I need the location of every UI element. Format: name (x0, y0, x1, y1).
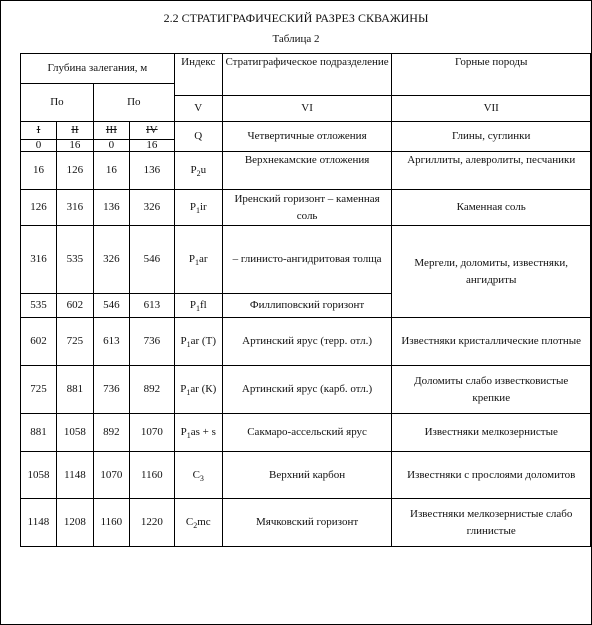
table-row (21, 318, 591, 366)
roman-3: III (93, 122, 129, 140)
roman-6: VI (222, 96, 392, 122)
start-depth-d: 16 (129, 140, 174, 152)
depth-cell: 613 (129, 294, 174, 318)
depth-cell: 316 (56, 190, 93, 226)
division-cell: Артинский ярус (терр. отл.) (222, 318, 392, 366)
depth-cell: 736 (129, 318, 174, 366)
depth-cell: 613 (93, 318, 129, 366)
row-0-index: Q (174, 122, 222, 152)
division-cell: Сакмаро-ассельский ярус (222, 414, 392, 452)
index-cell: $P_1as + s$ (174, 414, 222, 452)
rocks-cell: Известняки с прослоями доломитов (392, 452, 591, 499)
table-row (21, 366, 591, 414)
depth-cell: 136 (129, 152, 174, 190)
rocks-cell: Каменная соль (392, 190, 591, 226)
document-title: 2.2 СТРАТИГРАФИЧЕСКИЙ РАЗРЕЗ СКВАЖИНЫ (163, 11, 429, 25)
depth-cell: 1058 (21, 452, 57, 499)
index-cell: $P_1ar$ (174, 226, 222, 294)
index-cell: $P_1fl$ (174, 294, 222, 318)
rocks-cell: Известняки мелкозернистые слабо глинистые (392, 499, 591, 547)
depth-cell: 326 (129, 190, 174, 226)
depth-cell: 1070 (129, 414, 174, 452)
depth-cell: 1058 (56, 414, 93, 452)
rocks-header: Горные породы (392, 54, 591, 96)
depth-cell: 546 (93, 294, 129, 318)
depth-cell: 1160 (93, 499, 129, 547)
depth-cell: 892 (129, 366, 174, 414)
index-cell: $P_1ar$ (Т) (174, 318, 222, 366)
roman-2: II (56, 122, 93, 140)
depth-cell: 1208 (56, 499, 93, 547)
depth-cell: 881 (56, 366, 93, 414)
division-cell: – глинисто-ангидритовая толща (222, 226, 392, 294)
index-cell: $P_1ir$ (174, 190, 222, 226)
from-header-right: По (93, 84, 174, 122)
depth-cell: 1070 (93, 452, 129, 499)
index-cell: $P_1ar$ (К) (174, 366, 222, 414)
rocks-cell: Мергели, доломиты, известняки, ангидриты (392, 226, 591, 318)
division-cell: Верхнекамские отложения (222, 152, 392, 190)
depth-cell: 1148 (56, 452, 93, 499)
table-row (21, 452, 591, 499)
depth-cell: 535 (56, 226, 93, 294)
division-header: Стратиграфическое подразделение (222, 54, 392, 96)
division-cell: Иренский горизонт – каменная соль (222, 190, 392, 226)
depth-cell: 126 (21, 190, 57, 226)
depth-cell: 16 (21, 152, 57, 190)
index-cell: $P_2u$ (174, 152, 222, 190)
depth-cell: 126 (56, 152, 93, 190)
from-header-left: По (21, 84, 94, 122)
depth-cell: 725 (21, 366, 57, 414)
roman-7: VII (392, 96, 591, 122)
roman-1: I (21, 122, 57, 140)
depth-cell: 1160 (129, 452, 174, 499)
division-cell: Филлиповский горизонт (222, 294, 392, 318)
rocks-cell: Аргиллиты, алевролиты, песчаники (392, 152, 591, 190)
rocks-cell: Известняки мелкозернистые (392, 414, 591, 452)
table-row (21, 499, 591, 547)
index-header: Индекс (174, 54, 222, 96)
stratigraphy-table (20, 53, 591, 547)
rocks-cell: Доломиты слабо известковистые крепкие (392, 366, 591, 414)
start-depth-b: 16 (56, 140, 93, 152)
roman-4: IV (129, 122, 174, 140)
depth-cell: 892 (93, 414, 129, 452)
depth-cell: 316 (21, 226, 57, 294)
depth-cell: 881 (21, 414, 57, 452)
division-cell: Артинский ярус (карб. отл.) (222, 366, 392, 414)
depth-cell: 602 (56, 294, 93, 318)
depth-cell: 1148 (21, 499, 57, 547)
depth-cell: 16 (93, 152, 129, 190)
depth-cell: 136 (93, 190, 129, 226)
depth-cell: 725 (56, 318, 93, 366)
rocks-cell: Известняки кристаллические плотные (392, 318, 591, 366)
depth-cell: 736 (93, 366, 129, 414)
depth-cell: 546 (129, 226, 174, 294)
table-caption: Таблица 2 (272, 33, 320, 45)
row-0-division: Четвертичные отложения (222, 122, 392, 152)
table-row (21, 190, 591, 226)
row-0-rocks: Глины, суглинки (392, 122, 591, 152)
roman-5: V (174, 96, 222, 122)
start-depth-a: 0 (21, 140, 57, 152)
division-cell: Верхний карбон (222, 452, 392, 499)
table-row (21, 226, 591, 294)
depth-cell: 535 (21, 294, 57, 318)
index-cell: $C_3$ (174, 452, 222, 499)
depth-header: Глубина залегания, м (21, 54, 175, 84)
start-depth-c: 0 (93, 140, 129, 152)
index-cell: $C_2mc$ (174, 499, 222, 547)
table-row (21, 152, 591, 190)
division-cell: Мячковский горизонт (222, 499, 392, 547)
depth-cell: 326 (93, 226, 129, 294)
table-row (21, 414, 591, 452)
depth-cell: 602 (21, 318, 57, 366)
depth-cell: 1220 (129, 499, 174, 547)
